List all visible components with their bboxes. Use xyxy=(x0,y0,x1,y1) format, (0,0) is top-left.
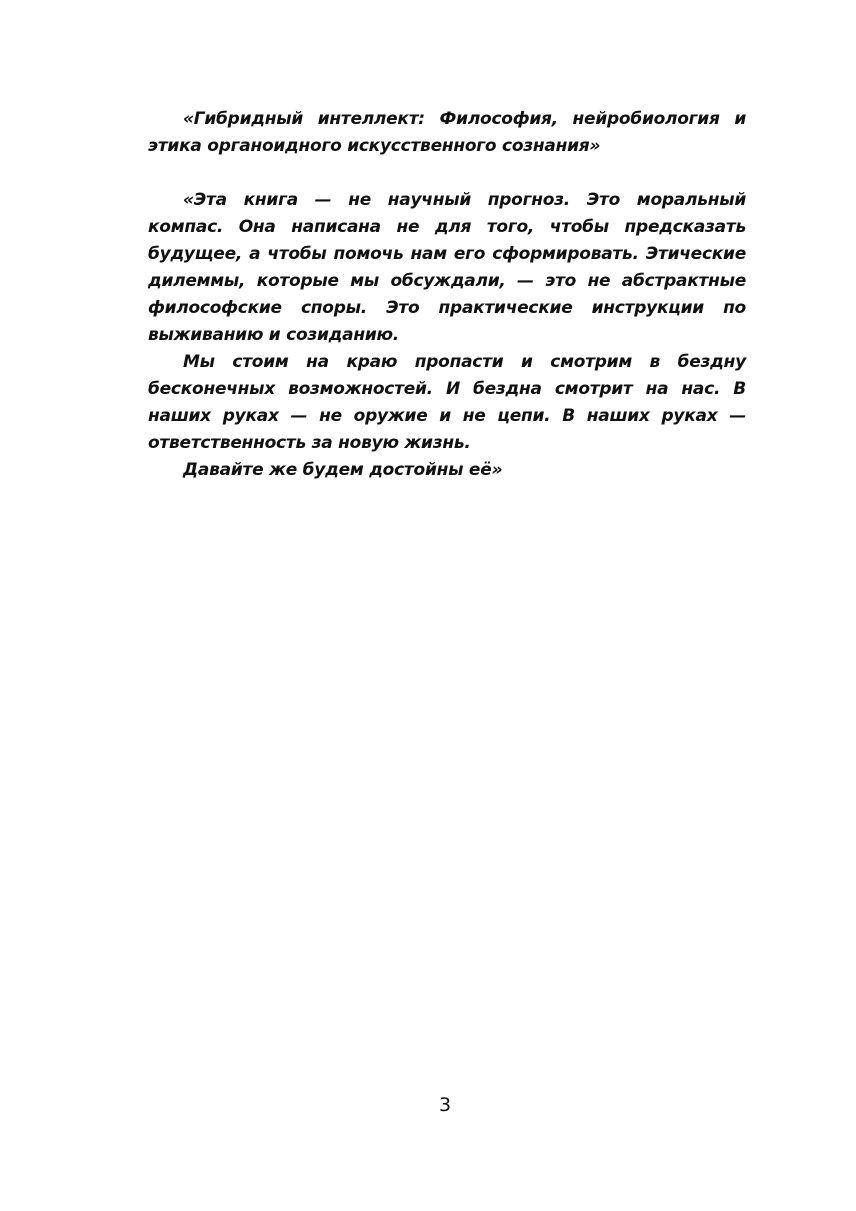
quote-paragraph-2: Мы стоим на краю пропасти и смотрим в бездну бесконечных возможностей. И бездна смотрит на нас. В наших руках — не оружие и не цепи. В наших руках — ответственность за новую жизнь. xyxy=(148,352,746,453)
page-number: 3 xyxy=(438,1094,452,1116)
book-title-block xyxy=(148,106,746,160)
book-title: «Гибридный интеллект: Философия, нейробиология и этика органоидного искусственного сознания» xyxy=(148,109,746,156)
quote-paragraph-3: Давайте же будем достойны её» xyxy=(183,460,503,480)
quote-paragraph-1: «Эта книга — не научный прогноз. Это моральный компас. Она написана не для того, чтобы предсказать будущее, а чтобы помочь нам его сформировать. Этические дилеммы, которые мы обсуждали, — это не абстрактные философские споры. Это практические инструкции по выживанию и созиданию. xyxy=(148,190,746,345)
epigraph-quote xyxy=(148,187,746,484)
